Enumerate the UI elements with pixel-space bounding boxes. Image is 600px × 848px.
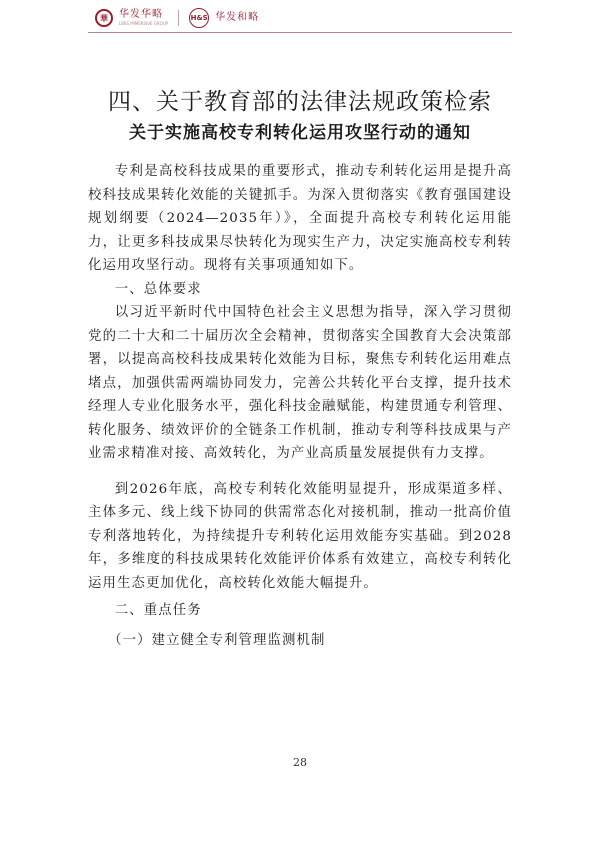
brand-logo-icon: 華 (95, 9, 113, 27)
page-number: 28 (293, 756, 307, 769)
brand-logo-left (119, 10, 168, 26)
hs-logo-icon: H&S (189, 8, 209, 28)
subsection-heading-patent-management: （一）建立健全专利管理监测机制 (108, 632, 326, 648)
notice-subtitle: 关于实施高校专利转化运用攻坚行动的通知 (129, 123, 471, 144)
intro-paragraph: 专利是高校科技成果的重要形式，推动专利转化运用是提升高校科技成果转化效能的关键抓手。为深入贯彻落实《教育强国建设规划纲要（2024—2035年）》，全面提升高校专利转化运用能力，让更多科技成果尽快转化为现实生产力，决定实施高校专利转化运用攻坚行动。现将有关事项通知如下。 (88, 164, 512, 273)
page-title: 四、关于教育部的法律法规政策检索 (108, 89, 492, 116)
brand-logo-left-sub: LIBIS IMMERSIVE GROUP (119, 21, 169, 26)
header-rule (88, 32, 512, 33)
general-requirements-paragraph: 以习近平新时代中国特色社会主义思想为指导，深入学习贯彻党的二十大和二十届历次全会精神，贯彻落实全国教育大会决策部署，以提高高校科技成果转化效能为目标，聚焦专利转化运用难点堵点，加强供需两端协同发力，完善公共转化平台支撑，提升技术经理人专业化服务水平，强化科技金融赋能，构建贯通专利管理、转化服务、绩效评价的全链条工作机制，推动专利等科技成果与产业需求精准对接、高效转化，为产业高质量发展提供有力支撑。 (88, 305, 512, 461)
section-heading-general-requirements: 一、总体要求 (114, 281, 202, 297)
brand-logo-left-text: 华发华略 (119, 9, 163, 20)
document-body (88, 160, 512, 652)
logo-divider (178, 10, 179, 26)
brand-logo-right: 华发和略 (215, 12, 260, 23)
header-logos (95, 8, 259, 28)
targets-paragraph: 到2026年底，高校专利转化效能明显提升，形成渠道多样、主体多元、线上线下协同的供需常态化对接机制，推动一批高价值专利落地转化，为持续提升专利转化运用效能夯实基础。到2028年，多维度的科技成果转化效能评价体系有效建立，高校专利转化运用生态更加优化，高校转化效能大幅提升。 (88, 481, 512, 591)
section-heading-key-tasks: 二、重点任务 (114, 603, 202, 618)
